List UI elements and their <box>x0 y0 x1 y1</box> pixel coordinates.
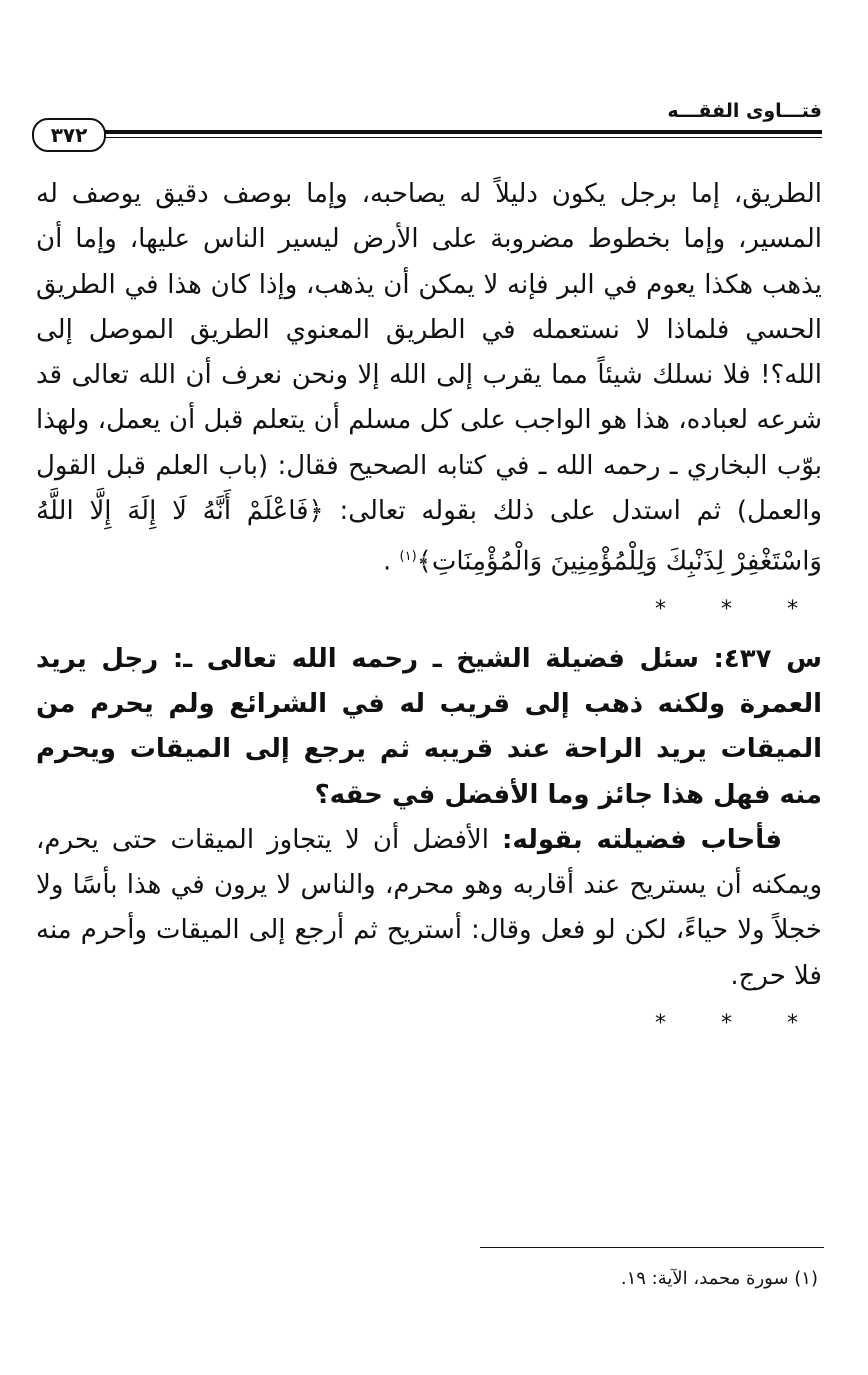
footnote-rule <box>480 1247 824 1248</box>
quran-verse: ﴿فَاعْلَمْ أَنَّهُ لَا إِلَهَ إِلَّا اللَّهُ وَاسْتَغْفِرْ لِذَنْبِكَ وَلِلْمُؤْمِنِينَ وَالْمُؤْمِنَاتِ﴾ <box>36 496 822 578</box>
section-separator: * * * <box>655 597 822 623</box>
footnote: (١) سورة محمد، الآية: ١٩. <box>620 1268 818 1289</box>
footnote-ref: (١) <box>399 549 417 565</box>
body-text <box>36 172 822 1050</box>
page-header <box>32 96 822 156</box>
paragraph-1-end: . <box>382 547 392 578</box>
answer-lead: فأحاب فضيلته بقوله: <box>501 824 782 855</box>
page-number: ٣٧٢ <box>32 118 106 152</box>
running-title: فتـــاوى الفقـــه <box>667 100 822 122</box>
question-paragraph: س ٤٣٧: سئل فضيلة الشيخ ـ رحمه الله تعالى ـ: رجل يريد العمرة ولكنه ذهب إلى قريب له في الشرائع ولم يحرم من الميقات يريد الراحة عند قريبه ثم يرجع إلى الميقات ويحرم منه فهل هذا جائز وما الأفضل في حقه؟ <box>36 643 822 810</box>
header-rule-thick <box>72 130 822 134</box>
section-separator-2: * * * <box>655 1011 822 1036</box>
paragraph-1-text: الطريق، إما برجل يكون دليلاً له يصاحبه، وإما بوصف دقيق يوصف له المسير، وإما بخطوط مضروبة على الأرض ليسير الناس عليها، وإما أن يذهب هكذا يعوم في البر فإنه لا يمكن أن يذهب، وإذا كان هذا في الطريق الحسي فلماذا لا نستعمله في الطريق المعنوي الطريق الموصل إلى الله؟! فلا نسلك شيئاً مما يقرب إلى الله إلا ونحن نعرف أن الله تعالى قد شرعه لعباده، هذا هو الواجب على كل مسلم أن يتعلم قبل أن يعمل، ولهذا بوّب البخاري ـ رحمه الله ـ في كتابه الصحيح فقال: (باب العلم قبل القول والعمل) ثم استدل على ذلك بقوله تعالى: <box>36 179 822 527</box>
header-rule-thin <box>72 137 822 138</box>
answer-paragraph <box>36 818 822 999</box>
answer-text: الأفضل أن لا يتجاوز الميقات حتى يحرم، ويمكنه أن يستريح عند أقاربه وهو محرم، والناس لا يرون في هذا بأسًا ولا خجلاً ولا حياءً، لكن لو فعل وقال: أستريح ثم أرجع إلى الميقات وأحرم منه فلا حرج. <box>36 824 822 991</box>
paragraph-1 <box>36 172 822 585</box>
